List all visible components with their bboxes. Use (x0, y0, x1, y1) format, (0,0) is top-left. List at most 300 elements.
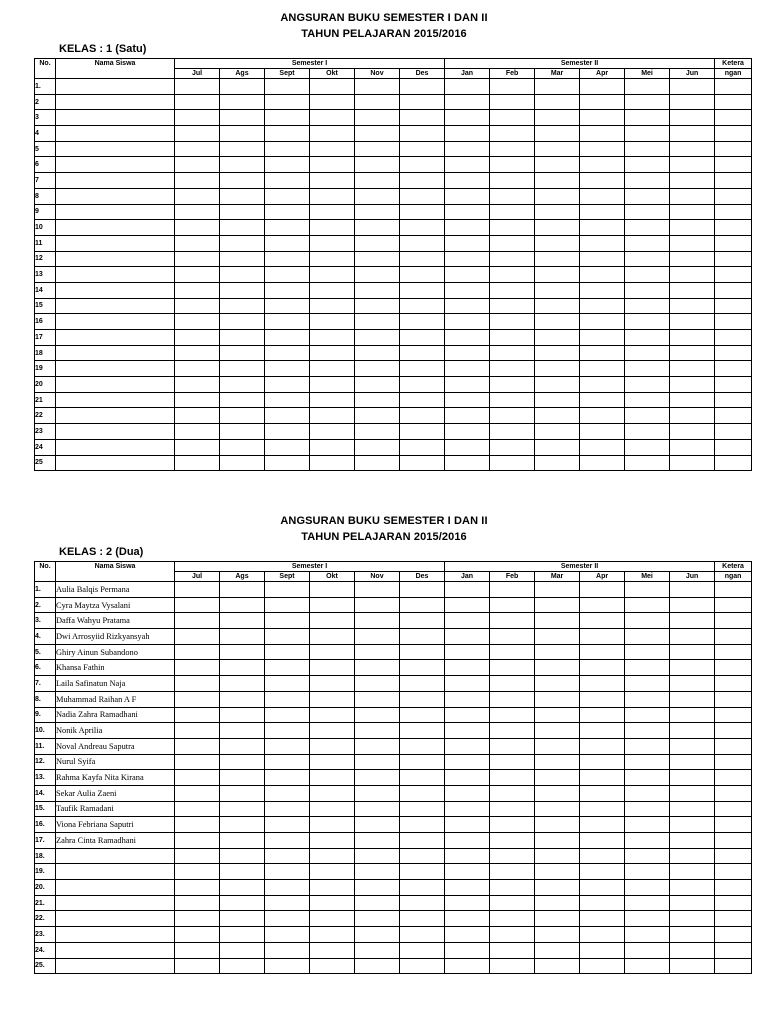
student-name-cell[interactable] (56, 298, 175, 314)
payment-cell[interactable] (490, 691, 535, 707)
payment-cell[interactable] (625, 330, 670, 346)
payment-cell[interactable] (355, 298, 400, 314)
payment-cell[interactable] (580, 392, 625, 408)
payment-cell[interactable] (175, 94, 220, 110)
payment-cell[interactable] (490, 377, 535, 393)
payment-cell[interactable] (580, 141, 625, 157)
payment-cell[interactable] (175, 707, 220, 723)
payment-cell[interactable] (400, 424, 445, 440)
payment-cell[interactable] (175, 942, 220, 958)
student-name-cell[interactable] (56, 94, 175, 110)
payment-cell[interactable] (265, 94, 310, 110)
payment-cell[interactable] (580, 79, 625, 95)
payment-cell[interactable] (535, 110, 580, 126)
payment-cell[interactable] (220, 676, 265, 692)
payment-cell[interactable] (445, 707, 490, 723)
payment-cell[interactable] (265, 958, 310, 974)
payment-cell[interactable] (580, 173, 625, 189)
payment-cell[interactable] (670, 676, 715, 692)
payment-cell[interactable] (220, 880, 265, 896)
payment-cell[interactable] (445, 439, 490, 455)
payment-cell[interactable] (265, 251, 310, 267)
payment-cell[interactable] (400, 298, 445, 314)
student-name-cell[interactable]: Laila Safinatun Naja (56, 676, 175, 692)
payment-cell[interactable] (580, 94, 625, 110)
payment-cell[interactable] (355, 204, 400, 220)
payment-cell[interactable] (535, 848, 580, 864)
student-name-cell[interactable]: Noval Andreau Saputra (56, 738, 175, 754)
payment-cell[interactable] (535, 361, 580, 377)
payment-cell[interactable] (580, 597, 625, 613)
payment-cell[interactable] (670, 361, 715, 377)
payment-cell[interactable] (175, 235, 220, 251)
payment-cell[interactable] (355, 880, 400, 896)
payment-cell[interactable] (490, 629, 535, 645)
keterangan-cell[interactable] (715, 79, 752, 95)
payment-cell[interactable] (175, 188, 220, 204)
payment-cell[interactable] (580, 220, 625, 236)
keterangan-cell[interactable] (715, 754, 752, 770)
payment-cell[interactable] (220, 173, 265, 189)
payment-cell[interactable] (310, 235, 355, 251)
keterangan-cell[interactable] (715, 691, 752, 707)
payment-cell[interactable] (445, 455, 490, 471)
payment-cell[interactable] (355, 833, 400, 849)
payment-cell[interactable] (175, 141, 220, 157)
payment-cell[interactable] (400, 235, 445, 251)
student-name-cell[interactable]: Muhammad Raihan A F (56, 691, 175, 707)
payment-cell[interactable] (625, 141, 670, 157)
payment-cell[interactable] (310, 110, 355, 126)
payment-cell[interactable] (175, 644, 220, 660)
payment-cell[interactable] (175, 79, 220, 95)
payment-cell[interactable] (535, 880, 580, 896)
payment-cell[interactable] (490, 880, 535, 896)
payment-cell[interactable] (490, 676, 535, 692)
payment-cell[interactable] (400, 251, 445, 267)
payment-cell[interactable] (535, 157, 580, 173)
payment-cell[interactable] (670, 267, 715, 283)
payment-cell[interactable] (490, 439, 535, 455)
payment-cell[interactable] (265, 833, 310, 849)
keterangan-cell[interactable] (715, 377, 752, 393)
keterangan-cell[interactable] (715, 126, 752, 142)
payment-cell[interactable] (400, 676, 445, 692)
payment-cell[interactable] (490, 723, 535, 739)
payment-cell[interactable] (670, 707, 715, 723)
payment-cell[interactable] (580, 282, 625, 298)
student-name-cell[interactable]: Cyra Maytza Vysalani (56, 597, 175, 613)
payment-cell[interactable] (580, 188, 625, 204)
payment-cell[interactable] (400, 377, 445, 393)
student-name-cell[interactable] (56, 880, 175, 896)
payment-cell[interactable] (400, 738, 445, 754)
payment-cell[interactable] (445, 770, 490, 786)
payment-cell[interactable] (580, 157, 625, 173)
payment-cell[interactable] (220, 801, 265, 817)
payment-cell[interactable] (220, 613, 265, 629)
payment-cell[interactable] (580, 204, 625, 220)
keterangan-cell[interactable] (715, 785, 752, 801)
payment-cell[interactable] (445, 361, 490, 377)
payment-cell[interactable] (220, 942, 265, 958)
payment-cell[interactable] (355, 770, 400, 786)
payment-cell[interactable] (265, 110, 310, 126)
payment-cell[interactable] (265, 361, 310, 377)
payment-cell[interactable] (580, 330, 625, 346)
payment-cell[interactable] (220, 660, 265, 676)
payment-cell[interactable] (535, 282, 580, 298)
payment-cell[interactable] (220, 958, 265, 974)
payment-cell[interactable] (265, 267, 310, 283)
payment-cell[interactable] (490, 110, 535, 126)
keterangan-cell[interactable] (715, 738, 752, 754)
payment-cell[interactable] (310, 723, 355, 739)
payment-cell[interactable] (535, 345, 580, 361)
payment-cell[interactable] (175, 204, 220, 220)
payment-cell[interactable] (400, 330, 445, 346)
payment-cell[interactable] (175, 392, 220, 408)
keterangan-cell[interactable] (715, 817, 752, 833)
payment-cell[interactable] (265, 738, 310, 754)
payment-cell[interactable] (670, 880, 715, 896)
payment-cell[interactable] (670, 330, 715, 346)
student-name-cell[interactable] (56, 282, 175, 298)
payment-cell[interactable] (625, 911, 670, 927)
payment-cell[interactable] (310, 629, 355, 645)
payment-cell[interactable] (310, 644, 355, 660)
payment-cell[interactable] (310, 408, 355, 424)
payment-cell[interactable] (580, 676, 625, 692)
student-name-cell[interactable]: Aulia Balqis Permana (56, 582, 175, 598)
payment-cell[interactable] (220, 330, 265, 346)
payment-cell[interactable] (625, 173, 670, 189)
payment-cell[interactable] (400, 848, 445, 864)
payment-cell[interactable] (580, 754, 625, 770)
payment-cell[interactable] (670, 110, 715, 126)
payment-cell[interactable] (220, 691, 265, 707)
payment-cell[interactable] (220, 833, 265, 849)
payment-cell[interactable] (490, 282, 535, 298)
payment-cell[interactable] (445, 94, 490, 110)
payment-cell[interactable] (490, 942, 535, 958)
keterangan-cell[interactable] (715, 707, 752, 723)
payment-cell[interactable] (580, 582, 625, 598)
payment-cell[interactable] (445, 895, 490, 911)
payment-cell[interactable] (580, 927, 625, 943)
payment-cell[interactable] (310, 314, 355, 330)
payment-cell[interactable] (625, 582, 670, 598)
payment-cell[interactable] (220, 785, 265, 801)
keterangan-cell[interactable] (715, 282, 752, 298)
payment-cell[interactable] (535, 629, 580, 645)
payment-cell[interactable] (220, 188, 265, 204)
payment-cell[interactable] (310, 613, 355, 629)
payment-cell[interactable] (175, 801, 220, 817)
payment-cell[interactable] (400, 314, 445, 330)
keterangan-cell[interactable] (715, 864, 752, 880)
payment-cell[interactable] (265, 314, 310, 330)
student-name-cell[interactable] (56, 345, 175, 361)
payment-cell[interactable] (670, 408, 715, 424)
payment-cell[interactable] (535, 220, 580, 236)
payment-cell[interactable] (625, 927, 670, 943)
payment-cell[interactable] (535, 188, 580, 204)
payment-cell[interactable] (445, 880, 490, 896)
payment-cell[interactable] (400, 141, 445, 157)
student-name-cell[interactable] (56, 173, 175, 189)
student-name-cell[interactable]: Ghiry Ainun Subandono (56, 644, 175, 660)
payment-cell[interactable] (625, 267, 670, 283)
payment-cell[interactable] (265, 439, 310, 455)
payment-cell[interactable] (445, 126, 490, 142)
payment-cell[interactable] (670, 942, 715, 958)
payment-cell[interactable] (535, 833, 580, 849)
payment-cell[interactable] (490, 392, 535, 408)
payment-cell[interactable] (670, 188, 715, 204)
payment-cell[interactable] (220, 235, 265, 251)
payment-cell[interactable] (355, 110, 400, 126)
payment-cell[interactable] (220, 597, 265, 613)
student-name-cell[interactable] (56, 895, 175, 911)
payment-cell[interactable] (355, 723, 400, 739)
payment-cell[interactable] (490, 660, 535, 676)
payment-cell[interactable] (220, 439, 265, 455)
keterangan-cell[interactable] (715, 629, 752, 645)
payment-cell[interactable] (220, 424, 265, 440)
payment-cell[interactable] (670, 173, 715, 189)
payment-cell[interactable] (490, 597, 535, 613)
student-name-cell[interactable] (56, 848, 175, 864)
payment-cell[interactable] (445, 251, 490, 267)
payment-cell[interactable] (355, 754, 400, 770)
payment-cell[interactable] (265, 676, 310, 692)
payment-cell[interactable] (175, 848, 220, 864)
payment-cell[interactable] (445, 864, 490, 880)
keterangan-cell[interactable] (715, 408, 752, 424)
payment-cell[interactable] (580, 314, 625, 330)
student-name-cell[interactable]: Nadia Zahra Ramadhani (56, 707, 175, 723)
keterangan-cell[interactable] (715, 676, 752, 692)
payment-cell[interactable] (535, 911, 580, 927)
payment-cell[interactable] (580, 251, 625, 267)
payment-cell[interactable] (580, 235, 625, 251)
payment-cell[interactable] (400, 644, 445, 660)
payment-cell[interactable] (175, 958, 220, 974)
payment-cell[interactable] (175, 833, 220, 849)
payment-cell[interactable] (445, 597, 490, 613)
payment-cell[interactable] (355, 408, 400, 424)
payment-cell[interactable] (580, 377, 625, 393)
payment-cell[interactable] (445, 110, 490, 126)
payment-cell[interactable] (220, 848, 265, 864)
payment-cell[interactable] (220, 141, 265, 157)
payment-cell[interactable] (625, 801, 670, 817)
payment-cell[interactable] (490, 424, 535, 440)
student-name-cell[interactable] (56, 911, 175, 927)
payment-cell[interactable] (175, 267, 220, 283)
payment-cell[interactable] (220, 707, 265, 723)
payment-cell[interactable] (265, 79, 310, 95)
payment-cell[interactable] (355, 738, 400, 754)
keterangan-cell[interactable] (715, 220, 752, 236)
payment-cell[interactable] (445, 330, 490, 346)
payment-cell[interactable] (355, 660, 400, 676)
payment-cell[interactable] (265, 613, 310, 629)
payment-cell[interactable] (310, 330, 355, 346)
payment-cell[interactable] (265, 660, 310, 676)
payment-cell[interactable] (220, 267, 265, 283)
payment-cell[interactable] (175, 298, 220, 314)
payment-cell[interactable] (670, 629, 715, 645)
payment-cell[interactable] (355, 267, 400, 283)
payment-cell[interactable] (265, 895, 310, 911)
payment-cell[interactable] (625, 660, 670, 676)
payment-cell[interactable] (175, 157, 220, 173)
payment-cell[interactable] (535, 958, 580, 974)
payment-cell[interactable] (535, 251, 580, 267)
payment-cell[interactable] (400, 110, 445, 126)
payment-cell[interactable] (580, 455, 625, 471)
payment-cell[interactable] (670, 455, 715, 471)
payment-cell[interactable] (310, 424, 355, 440)
payment-cell[interactable] (220, 754, 265, 770)
payment-cell[interactable] (580, 817, 625, 833)
payment-cell[interactable] (445, 235, 490, 251)
payment-cell[interactable] (265, 911, 310, 927)
payment-cell[interactable] (535, 582, 580, 598)
payment-cell[interactable] (355, 439, 400, 455)
payment-cell[interactable] (355, 424, 400, 440)
payment-cell[interactable] (670, 157, 715, 173)
payment-cell[interactable] (265, 723, 310, 739)
payment-cell[interactable] (670, 439, 715, 455)
payment-cell[interactable] (355, 848, 400, 864)
payment-cell[interactable] (490, 235, 535, 251)
payment-cell[interactable] (445, 408, 490, 424)
payment-cell[interactable] (445, 723, 490, 739)
payment-cell[interactable] (355, 911, 400, 927)
payment-cell[interactable] (355, 817, 400, 833)
student-name-cell[interactable] (56, 220, 175, 236)
payment-cell[interactable] (265, 801, 310, 817)
payment-cell[interactable] (400, 691, 445, 707)
payment-cell[interactable] (670, 754, 715, 770)
payment-cell[interactable] (400, 94, 445, 110)
payment-cell[interactable] (625, 439, 670, 455)
payment-cell[interactable] (265, 754, 310, 770)
payment-cell[interactable] (355, 958, 400, 974)
payment-cell[interactable] (535, 439, 580, 455)
payment-cell[interactable] (625, 314, 670, 330)
payment-cell[interactable] (625, 707, 670, 723)
payment-cell[interactable] (670, 392, 715, 408)
payment-cell[interactable] (580, 691, 625, 707)
payment-cell[interactable] (625, 220, 670, 236)
payment-cell[interactable] (625, 157, 670, 173)
payment-cell[interactable] (220, 455, 265, 471)
payment-cell[interactable] (400, 927, 445, 943)
student-name-cell[interactable] (56, 439, 175, 455)
payment-cell[interactable] (265, 392, 310, 408)
payment-cell[interactable] (400, 613, 445, 629)
payment-cell[interactable] (355, 801, 400, 817)
payment-cell[interactable] (445, 785, 490, 801)
student-name-cell[interactable] (56, 455, 175, 471)
student-name-cell[interactable] (56, 251, 175, 267)
payment-cell[interactable] (220, 204, 265, 220)
payment-cell[interactable] (220, 927, 265, 943)
payment-cell[interactable] (670, 723, 715, 739)
payment-cell[interactable] (625, 126, 670, 142)
payment-cell[interactable] (355, 314, 400, 330)
payment-cell[interactable] (490, 911, 535, 927)
payment-cell[interactable] (625, 94, 670, 110)
payment-cell[interactable] (175, 282, 220, 298)
payment-cell[interactable] (355, 94, 400, 110)
payment-cell[interactable] (670, 126, 715, 142)
payment-cell[interactable] (625, 235, 670, 251)
payment-cell[interactable] (445, 833, 490, 849)
payment-cell[interactable] (445, 754, 490, 770)
payment-cell[interactable] (310, 345, 355, 361)
student-name-cell[interactable] (56, 204, 175, 220)
payment-cell[interactable] (400, 770, 445, 786)
keterangan-cell[interactable] (715, 880, 752, 896)
keterangan-cell[interactable] (715, 895, 752, 911)
payment-cell[interactable] (445, 345, 490, 361)
payment-cell[interactable] (625, 298, 670, 314)
payment-cell[interactable] (175, 345, 220, 361)
payment-cell[interactable] (310, 267, 355, 283)
payment-cell[interactable] (355, 895, 400, 911)
payment-cell[interactable] (535, 94, 580, 110)
payment-cell[interactable] (355, 141, 400, 157)
payment-cell[interactable] (265, 173, 310, 189)
payment-cell[interactable] (265, 582, 310, 598)
payment-cell[interactable] (445, 629, 490, 645)
payment-cell[interactable] (265, 424, 310, 440)
payment-cell[interactable] (580, 345, 625, 361)
payment-cell[interactable] (535, 660, 580, 676)
payment-cell[interactable] (310, 126, 355, 142)
payment-cell[interactable] (175, 770, 220, 786)
payment-cell[interactable] (445, 188, 490, 204)
payment-cell[interactable] (535, 801, 580, 817)
student-name-cell[interactable] (56, 267, 175, 283)
payment-cell[interactable] (355, 235, 400, 251)
payment-cell[interactable] (400, 267, 445, 283)
payment-cell[interactable] (490, 330, 535, 346)
payment-cell[interactable] (400, 188, 445, 204)
payment-cell[interactable] (445, 204, 490, 220)
payment-cell[interactable] (265, 848, 310, 864)
payment-cell[interactable] (220, 644, 265, 660)
payment-cell[interactable] (490, 455, 535, 471)
payment-cell[interactable] (535, 424, 580, 440)
payment-cell[interactable] (310, 582, 355, 598)
keterangan-cell[interactable] (715, 94, 752, 110)
payment-cell[interactable] (670, 785, 715, 801)
payment-cell[interactable] (445, 79, 490, 95)
payment-cell[interactable] (310, 392, 355, 408)
keterangan-cell[interactable] (715, 361, 752, 377)
keterangan-cell[interactable] (715, 267, 752, 283)
payment-cell[interactable] (265, 644, 310, 660)
payment-cell[interactable] (175, 880, 220, 896)
payment-cell[interactable] (625, 676, 670, 692)
payment-cell[interactable] (310, 455, 355, 471)
